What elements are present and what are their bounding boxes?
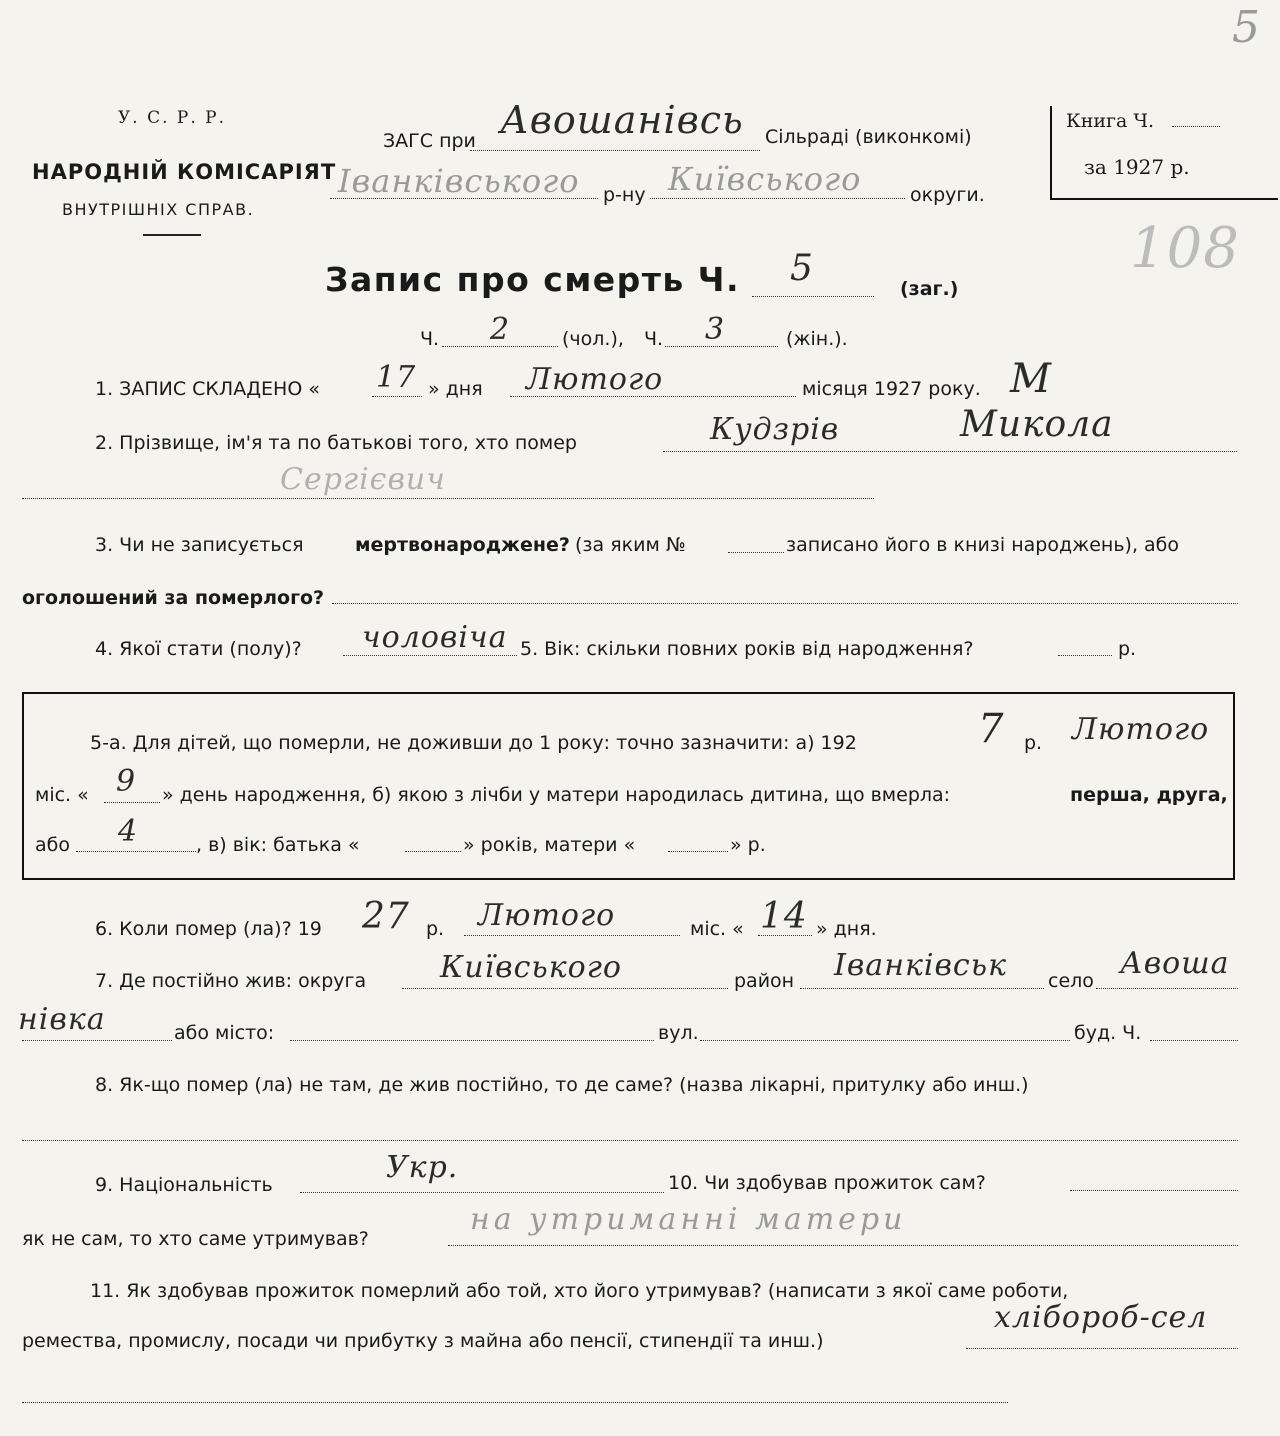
f2-label: 2. Прізвище, ім'я та по батькові того, хто помер: [95, 432, 577, 454]
record-title: Запис про смерть Ч.: [325, 260, 740, 299]
f3-num-line: [728, 552, 784, 553]
f3-bold-declared: оголошений за померлого?: [22, 587, 325, 609]
f7-rayon-line: [800, 988, 1044, 989]
f5a-line3b: » років, матери «: [463, 834, 636, 856]
corner-mark: 5: [1232, 2, 1261, 53]
female-label: (жін.).: [786, 328, 848, 350]
f1-month: Лютого: [526, 362, 664, 397]
f10-line2: як не сам, то хто саме утримував?: [22, 1228, 369, 1250]
f5-line: [1058, 655, 1112, 656]
f7-misto-line: [290, 1040, 654, 1041]
f5a-r: р.: [1024, 732, 1043, 754]
header-dash: [143, 234, 201, 236]
f5a-order: 4: [118, 814, 139, 849]
f2-patronymic: Сергієвич: [280, 462, 446, 497]
f7-vul-line: [700, 1040, 1070, 1041]
zags-suffix: Сільраді (виконкомі): [765, 126, 972, 148]
male-prefix: Ч.: [420, 328, 440, 350]
rayon-value: Іванківського: [338, 162, 580, 200]
rayon-label: р-ну: [603, 184, 646, 206]
f7-bud: буд. Ч.: [1074, 1022, 1142, 1044]
f4-label: 4. Якої стати (полу)?: [95, 638, 302, 660]
f10-label: 10. Чи здобував прожиток сам?: [668, 1172, 986, 1194]
f7-okrug-line: [402, 988, 728, 989]
f9-value: Укр.: [386, 1150, 459, 1185]
f11-line1: 11. Як здобував прожиток померлий або той, хто його утримував? (написати з якої саме роботи,: [90, 1280, 1069, 1302]
book-label: Книга Ч.: [1066, 110, 1155, 132]
f1-day: 17: [376, 360, 417, 395]
f2-name: Микола: [960, 404, 1114, 445]
commissariat-title: НАРОДНІЙ КОМІСАРІЯТ: [32, 160, 337, 184]
zags-place-value: Авошанівсь: [500, 98, 744, 142]
f5a-line2: » день народження, б) якою з лічби у матери народилась дитина, що вмерла:: [162, 784, 951, 806]
f6-month: Лютого: [478, 898, 616, 933]
f5a-father-line: [405, 851, 461, 852]
f7-selo-line2: [22, 1040, 172, 1041]
f10-value: на утриманні матери: [470, 1202, 907, 1237]
record-suffix: (заг.): [900, 278, 959, 300]
f5-unit: р.: [1118, 638, 1137, 660]
ussr-header: У. С. Р. Р.: [118, 108, 226, 128]
f1-signature: M: [1010, 356, 1052, 402]
archive-number: 108: [1130, 216, 1240, 281]
f5a-mis: міс. «: [35, 784, 89, 806]
f3-line1b: (за яким №: [575, 534, 686, 556]
f6-day: 14: [760, 896, 808, 937]
f11-line2: ремества, промислу, посади чи прибутку з майна або пенсії, стипендії та инш.): [22, 1330, 824, 1352]
f1-mid: » дня: [428, 378, 483, 400]
ministry-title: ВНУТРІШНІХ СПРАВ.: [62, 200, 255, 219]
f1-label: 1. ЗАПИС СКЛАДЕНО «: [95, 378, 320, 400]
zags-prefix: ЗАГС при: [383, 130, 476, 152]
okrug-label: округи.: [910, 184, 985, 206]
f10-line: [1070, 1190, 1238, 1191]
f2-line: [663, 451, 1237, 452]
f6-month-line: [464, 935, 680, 936]
f10-line2-dots: [448, 1245, 1238, 1246]
f7-selo-label: село: [1048, 970, 1094, 992]
female-number: 3: [705, 312, 726, 347]
female-prefix: Ч.: [644, 328, 664, 350]
f7-misto: або місто:: [174, 1022, 275, 1044]
f5a-abo: або: [35, 834, 70, 856]
f8-label: 8. Як-що помер (ла) не там, де жив постійно, то де саме? (назва лікарні, притулку або инш.): [95, 1074, 1029, 1096]
f4-value: чоловіча: [362, 620, 508, 655]
f1-tail: місяця 1927 року.: [802, 378, 981, 400]
f8-line: [22, 1140, 1238, 1141]
f5a-mother-line: [668, 851, 728, 852]
f6-mis: міс. «: [690, 918, 744, 940]
f4-line: [343, 655, 517, 656]
f7-selo-line: [1096, 988, 1238, 989]
f5a-month: Лютого: [1072, 712, 1210, 747]
f5a-day-line: [104, 802, 160, 803]
f11-line2-dots: [966, 1348, 1238, 1349]
f9-label: 9. Національність: [95, 1174, 273, 1196]
f7-label: 7. Де постійно жив: округа: [95, 970, 367, 992]
f5a-year-digit: 7: [978, 706, 1005, 752]
f5a-line3c: » р.: [730, 834, 766, 856]
f5a-bold-order: перша, друга,: [1070, 784, 1228, 806]
f6-year: 27: [362, 896, 410, 937]
f7-selo2: нівка: [18, 1002, 106, 1037]
f3-line2: [332, 603, 1238, 604]
f7-bud-line: [1150, 1040, 1238, 1041]
okrug-line: [650, 198, 905, 199]
f11-line3: [22, 1402, 1008, 1403]
f1-day-line: [372, 396, 422, 397]
f5-label: 5. Вік: скільки повних років від народження?: [520, 638, 974, 660]
f7-rayon-label: район: [734, 970, 795, 992]
f7-rayon: Іванківськ: [834, 948, 1007, 983]
f5a-line3a: , в) вік: батька «: [196, 834, 360, 856]
record-number-line: [752, 296, 874, 297]
f5a-line1: 5-а. Для дітей, що померли, не доживши до 1 року: точно зазначити: а) 192: [90, 732, 857, 754]
f9-line: [300, 1192, 664, 1193]
male-label: (чол.),: [562, 328, 624, 350]
f11-value: хлібороб-сел: [994, 1300, 1208, 1335]
f7-okrug: Київського: [440, 950, 622, 985]
f2-surname: Кудзрів: [710, 412, 840, 447]
record-number: 5: [790, 248, 814, 289]
zags-place-line: [470, 150, 760, 151]
f3-bold-stillborn: мертвонароджене?: [355, 534, 570, 556]
book-year: за 1927 р.: [1084, 155, 1190, 179]
f5a-day: 9: [116, 764, 137, 799]
book-number-line: [1172, 126, 1220, 127]
f7-selo1: Авоша: [1120, 946, 1230, 981]
f5a-order-line: [76, 851, 196, 852]
okrug-value: Київського: [668, 160, 862, 198]
f2-line2: [22, 498, 874, 499]
f6-r: р.: [426, 918, 445, 940]
male-number: 2: [490, 312, 511, 347]
f7-vul: вул.: [658, 1022, 699, 1044]
f6-tail: » дня.: [816, 918, 877, 940]
f6-label: 6. Коли помер (ла)? 19: [95, 918, 322, 940]
f3-line1a: 3. Чи не записується: [95, 534, 304, 556]
f3-line1c: записано його в книзі народжень), або: [786, 534, 1180, 556]
